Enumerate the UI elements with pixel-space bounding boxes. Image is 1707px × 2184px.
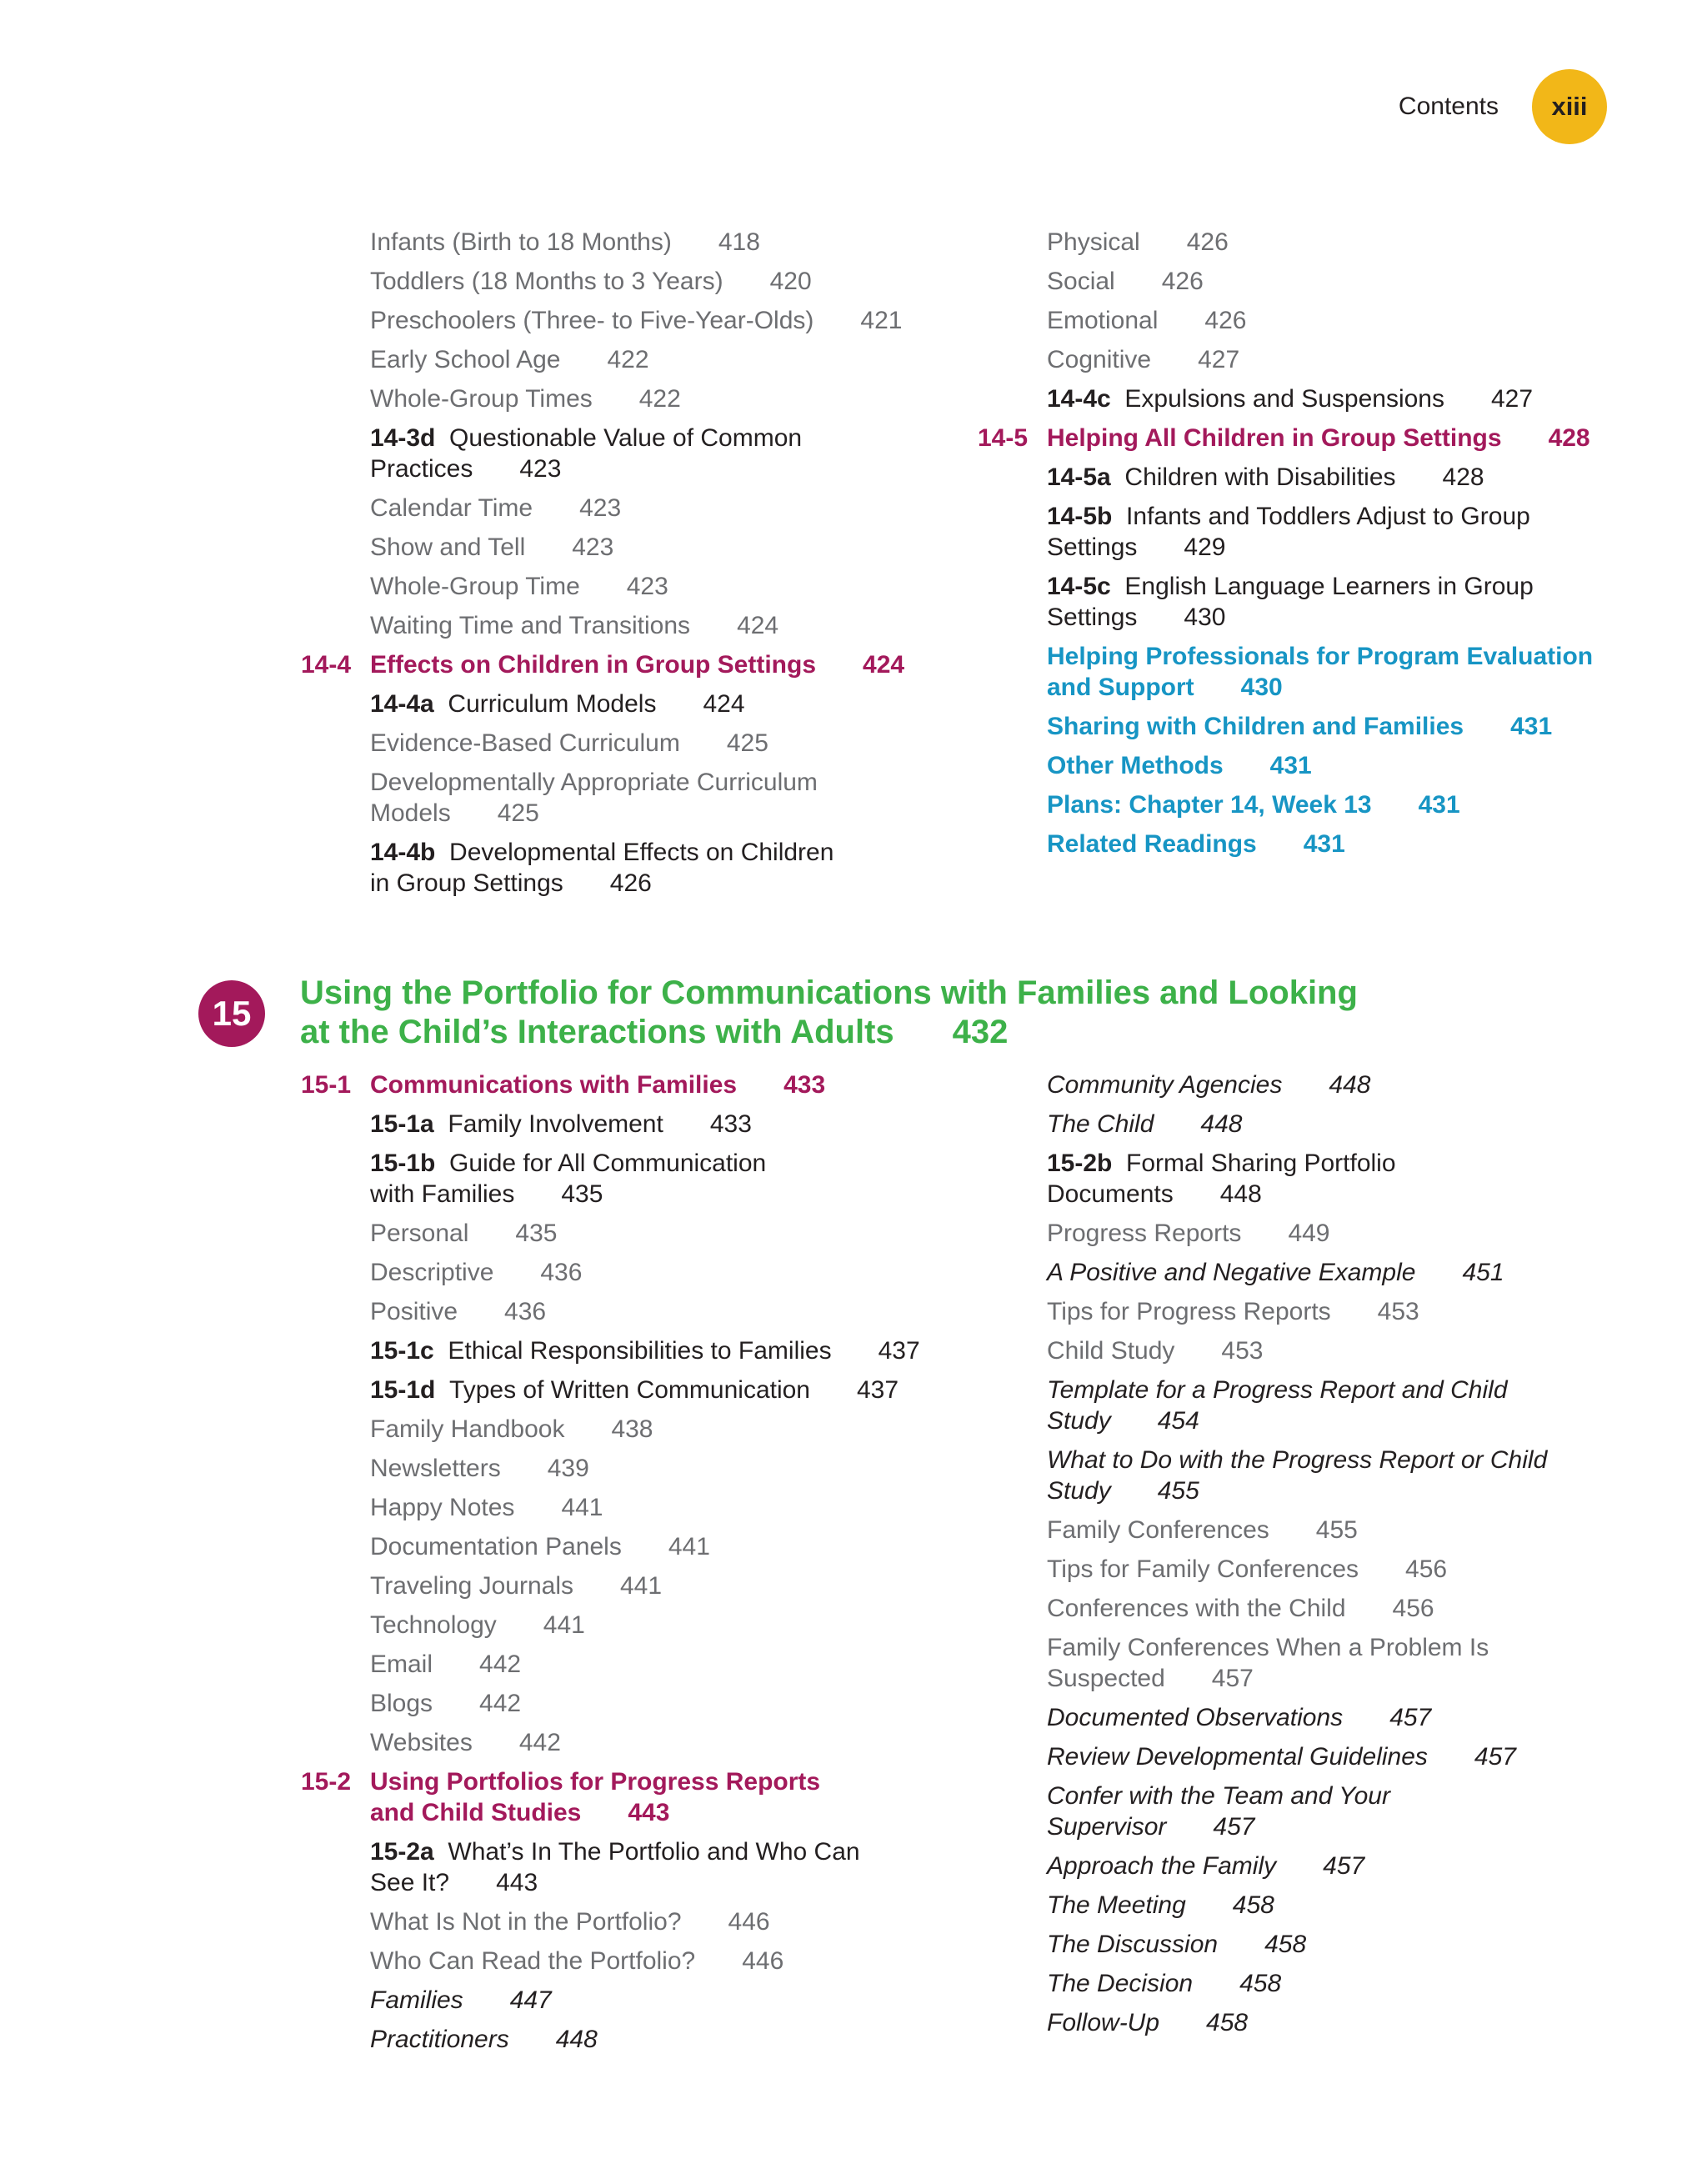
toc-entry[interactable] — [370, 610, 954, 641]
toc-entry[interactable] — [1047, 1148, 1630, 1210]
toc-entry[interactable] — [1047, 1257, 1630, 1288]
toc-entry[interactable] — [1047, 344, 1630, 375]
toc-entry[interactable] — [370, 266, 954, 297]
subsection-number: 14-4c — [1047, 385, 1111, 413]
entry-title: Newsletters — [370, 1455, 501, 1482]
entry-title: Email — [370, 1651, 433, 1678]
toc-entry[interactable] — [1047, 266, 1630, 297]
entry-title-continued: and Support — [1047, 674, 1194, 701]
entry-title: Community Agencies — [1047, 1071, 1283, 1099]
toc-entry[interactable] — [370, 1688, 954, 1719]
entry-title: Effects on Children in Group Settings — [370, 651, 817, 679]
entry-title: Progress Reports — [1047, 1220, 1242, 1247]
entry-title: Template for a Progress Report and Child — [1047, 1376, 1508, 1404]
toc-entry[interactable] — [1047, 1741, 1630, 1772]
entry-page: 441 — [561, 1494, 603, 1521]
toc-entry[interactable] — [370, 493, 954, 523]
entry-page: 422 — [638, 385, 681, 413]
entry-title: Cognitive — [1047, 346, 1152, 373]
entry-page: 421 — [860, 307, 903, 334]
entry-title: Blogs — [370, 1690, 433, 1717]
toc-entry[interactable] — [1047, 1445, 1630, 1506]
running-header-title: Contents — [1398, 93, 1499, 120]
entry-title: Social — [1047, 268, 1115, 295]
entry-page: 423 — [572, 533, 614, 561]
subsection-number: 14-5c — [1047, 573, 1111, 600]
entry-title: Sharing with Children and Families — [1047, 713, 1464, 740]
entry-page: 458 — [1206, 2009, 1249, 2036]
entry-page: 430 — [1240, 674, 1283, 701]
entry-page: 443 — [496, 1869, 538, 1896]
entry-title: Conferences with the Child — [1047, 1595, 1346, 1622]
toc-entry[interactable] — [1047, 1335, 1630, 1366]
entry-title-continued: Suspected — [1047, 1665, 1165, 1692]
entry-title: Evidence-Based Curriculum — [370, 729, 680, 757]
entry-page: 429 — [1184, 533, 1226, 561]
subsection-number: 15-1d — [370, 1376, 436, 1404]
toc-entry[interactable] — [370, 1610, 954, 1641]
entry-title: The Discussion — [1047, 1931, 1219, 1958]
entry-page: 448 — [1219, 1180, 1262, 1208]
toc-entry[interactable] — [370, 383, 954, 414]
entry-page: 453 — [1377, 1298, 1419, 1325]
entry-title: Whole-Group Time — [370, 573, 580, 600]
entry-title: Emotional — [1047, 307, 1159, 334]
entry-title: Formal Sharing Portfolio — [1126, 1150, 1396, 1177]
entry-page: 427 — [1491, 385, 1534, 413]
toc-entry[interactable] — [1047, 1593, 1630, 1624]
entry-title: Infants and Toddlers Adjust to Group — [1126, 503, 1530, 530]
entry-page: 457 — [1474, 1743, 1516, 1771]
section-number: 15-2 — [301, 1768, 352, 1796]
entry-title-continued: Settings — [1047, 533, 1138, 561]
toc-entry[interactable] — [370, 423, 954, 484]
entry-page: 456 — [1405, 1555, 1448, 1583]
toc-entry[interactable] — [370, 1727, 954, 1758]
entry-title: What to Do with the Progress Report or Child — [1047, 1446, 1548, 1474]
entry-page: 443 — [628, 1799, 670, 1826]
entry-title: Calendar Time — [370, 494, 533, 522]
toc-entry[interactable] — [1047, 462, 1630, 493]
toc-entry[interactable] — [1047, 1296, 1630, 1327]
entry-page: 451 — [1462, 1259, 1504, 1286]
entry-title: Personal — [370, 1220, 469, 1247]
toc-entry[interactable] — [370, 1946, 954, 1976]
entry-title: Infants (Birth to 18 Months) — [370, 228, 672, 256]
entry-page: 455 — [1315, 1516, 1358, 1544]
entry-title: Plans: Chapter 14, Week 13 — [1047, 791, 1372, 819]
entry-title: Tips for Family Conferences — [1047, 1555, 1359, 1583]
entry-title: Child Study — [1047, 1337, 1175, 1365]
entry-page: 435 — [515, 1220, 558, 1247]
toc-entry[interactable] — [370, 689, 954, 719]
toc-entry[interactable] — [1047, 1375, 1630, 1436]
entry-title-continued: and Child Studies — [370, 1799, 582, 1826]
entry-title: Helping All Children in Group Settings — [1047, 424, 1502, 452]
entry-page: 428 — [1548, 424, 1590, 452]
toc-entry[interactable] — [1047, 750, 1630, 781]
entry-page: 431 — [1418, 791, 1460, 819]
entry-title-continued: Models — [370, 799, 451, 827]
entry-title: Developmental Effects on Children — [449, 839, 834, 866]
section-number: 15-1 — [301, 1071, 352, 1099]
entry-page: 420 — [769, 268, 812, 295]
entry-title: Descriptive — [370, 1259, 494, 1286]
entry-title: Waiting Time and Transitions — [370, 612, 691, 639]
entry-title: Follow-Up — [1047, 2009, 1160, 2036]
entry-page: 448 — [1329, 1071, 1371, 1099]
entry-page: 448 — [1200, 1110, 1243, 1138]
entry-page: 424 — [703, 690, 745, 718]
entry-page: 426 — [1204, 307, 1247, 334]
entry-title: Expulsions and Suspensions — [1124, 385, 1444, 413]
subsection-number: 15-1b — [370, 1150, 436, 1177]
entry-title-continued: Practices — [370, 455, 473, 483]
subsection-number: 14-4a — [370, 690, 434, 718]
entry-title: Ethical Responsibilities to Families — [448, 1337, 832, 1365]
toc-entry[interactable] — [301, 1069, 954, 1100]
entry-title: English Language Learners in Group — [1124, 573, 1534, 600]
entry-page: 448 — [555, 2026, 598, 2053]
entry-page: 427 — [1198, 346, 1240, 373]
entry-title: Early School Age — [370, 346, 561, 373]
entry-page: 426 — [1186, 228, 1229, 256]
toc-entry[interactable] — [301, 649, 954, 680]
subsection-number: 15-2a — [370, 1838, 434, 1866]
toc-entry[interactable] — [1047, 305, 1630, 336]
entry-page: 431 — [1510, 713, 1553, 740]
entry-page: 458 — [1232, 1891, 1274, 1919]
toc-entry[interactable] — [370, 2024, 954, 2055]
entry-page: 457 — [1323, 1852, 1365, 1880]
toc-entry[interactable] — [1047, 1632, 1630, 1694]
entry-title: Questionable Value of Common — [449, 424, 803, 452]
entry-title: Who Can Read the Portfolio? — [370, 1947, 696, 1975]
entry-page: 435 — [561, 1180, 603, 1208]
section-number: 14-4 — [301, 651, 352, 679]
entry-page: 446 — [742, 1947, 784, 1975]
entry-title: Family Conferences — [1047, 1516, 1269, 1544]
toc-column-top-right — [978, 227, 1630, 868]
toc-entry[interactable] — [1047, 789, 1630, 820]
entry-title: Practitioners — [370, 2026, 509, 2053]
toc-entry[interactable] — [1047, 2007, 1630, 2038]
toc-entry[interactable] — [370, 1414, 954, 1445]
toc-entry[interactable] — [1047, 1515, 1630, 1545]
entry-title: Family Involvement — [448, 1110, 663, 1138]
entry-title: Family Handbook — [370, 1415, 565, 1443]
entry-title: Families — [370, 1986, 463, 2014]
entry-page: 442 — [518, 1729, 561, 1756]
entry-title-continued: Documents — [1047, 1180, 1174, 1208]
toc-entry[interactable] — [1047, 829, 1630, 859]
entry-title: Guide for All Communication — [449, 1150, 767, 1177]
toc-entry[interactable] — [370, 571, 954, 602]
entry-title-continued: in Group Settings — [370, 869, 563, 897]
entry-page: 441 — [620, 1572, 663, 1600]
toc-entry[interactable] — [370, 1375, 954, 1405]
entry-page: 423 — [626, 573, 668, 600]
entry-title-continued: with Families — [370, 1180, 515, 1208]
entry-page: 439 — [547, 1455, 589, 1482]
subsection-number: 15-1a — [370, 1110, 434, 1138]
entry-page: 428 — [1442, 463, 1484, 491]
toc-entry[interactable] — [370, 1836, 954, 1898]
entry-title: Positive — [370, 1298, 458, 1325]
toc-entry[interactable] — [1047, 1781, 1630, 1842]
toc-entry[interactable] — [370, 1531, 954, 1562]
entry-title: Curriculum Models — [448, 690, 657, 718]
toc-entry[interactable] — [370, 1257, 954, 1288]
toc-column-bottom-right — [1047, 1069, 1630, 2046]
entry-title: Technology — [370, 1611, 497, 1639]
toc-entry[interactable] — [370, 1570, 954, 1601]
entry-page: 457 — [1389, 1704, 1432, 1731]
entry-page: 433 — [709, 1110, 752, 1138]
entry-title: The Decision — [1047, 1970, 1194, 1997]
entry-page: 457 — [1211, 1665, 1254, 1692]
toc-entry[interactable] — [1047, 227, 1630, 258]
entry-title: Show and Tell — [370, 533, 526, 561]
entry-page: 436 — [504, 1298, 547, 1325]
entry-title: Whole-Group Times — [370, 385, 593, 413]
entry-title: Traveling Journals — [370, 1572, 573, 1600]
toc-entry[interactable] — [1047, 641, 1630, 703]
chapter-title[interactable]: Using the Portfolio for Communications with Families and Looking at the Child’s Interactions with Adults 432 — [300, 974, 1358, 1050]
entry-page: 447 — [509, 1986, 552, 2014]
toc-entry[interactable] — [978, 423, 1630, 453]
chapter-page: 432 — [952, 1014, 1009, 1050]
entry-title: What Is Not in the Portfolio? — [370, 1908, 682, 1936]
entry-title-continued: Study — [1047, 1477, 1111, 1505]
entry-page: 431 — [1303, 830, 1345, 858]
entry-page: 426 — [1161, 268, 1204, 295]
entry-title: Communications with Families — [370, 1071, 738, 1099]
entry-page: 442 — [479, 1651, 522, 1678]
toc-entry[interactable] — [1047, 1109, 1630, 1140]
toc-entry[interactable] — [1047, 1069, 1630, 1100]
entry-page: 446 — [728, 1908, 770, 1936]
entry-title-continued: See It? — [370, 1869, 450, 1896]
entry-title: Types of Written Communication — [449, 1376, 810, 1404]
entry-title-continued: Supervisor — [1047, 1813, 1167, 1841]
section-number: 14-5 — [978, 424, 1029, 452]
entry-page: 436 — [540, 1259, 583, 1286]
entry-title-continued: Settings — [1047, 604, 1138, 631]
toc-entry[interactable] — [1047, 1851, 1630, 1881]
toc-entry[interactable] — [370, 532, 954, 563]
entry-page: 449 — [1288, 1220, 1330, 1247]
entry-title: The Meeting — [1047, 1891, 1186, 1919]
entry-page: 425 — [497, 799, 539, 827]
toc-entry[interactable] — [370, 1148, 954, 1210]
toc-entry[interactable] — [1047, 1968, 1630, 1999]
toc-entry[interactable] — [1047, 1702, 1630, 1733]
toc-entry[interactable] — [370, 1649, 954, 1680]
toc-entry[interactable] — [1047, 1554, 1630, 1585]
entry-title: Physical — [1047, 228, 1140, 256]
toc-entry[interactable] — [1047, 1218, 1630, 1249]
toc-entry[interactable] — [370, 1492, 954, 1523]
toc-entry[interactable] — [1047, 1929, 1630, 1960]
entry-title: Children with Disabilities — [1124, 463, 1396, 491]
toc-entry[interactable] — [370, 1296, 954, 1327]
toc-entry[interactable] — [1047, 1890, 1630, 1921]
toc-entry[interactable] — [301, 1766, 954, 1828]
subsection-number: 14-5b — [1047, 503, 1113, 530]
entry-title: Documentation Panels — [370, 1533, 622, 1560]
entry-title: Helping Professionals for Program Evaluation — [1047, 643, 1594, 670]
entry-page: 456 — [1392, 1595, 1434, 1622]
subsection-number: 14-4b — [370, 839, 436, 866]
toc-entry[interactable] — [370, 227, 954, 258]
entry-title: What’s In The Portfolio and Who Can — [448, 1838, 860, 1866]
entry-page: 430 — [1184, 604, 1226, 631]
entry-title: Toddlers (18 Months to 3 Years) — [370, 268, 723, 295]
toc-entry[interactable] — [370, 1906, 954, 1937]
subsection-number: 14-5a — [1047, 463, 1111, 491]
entry-page: 441 — [543, 1611, 585, 1639]
toc-entry[interactable] — [1047, 383, 1630, 414]
toc-entry[interactable] — [370, 305, 954, 336]
entry-page: 423 — [519, 455, 562, 483]
toc-entry[interactable] — [370, 728, 954, 759]
entry-title: Websites — [370, 1729, 473, 1756]
toc-entry[interactable] — [1047, 711, 1630, 742]
toc-column-top-left — [301, 227, 954, 907]
toc-entry[interactable] — [1047, 571, 1630, 633]
entry-page: 442 — [479, 1690, 522, 1717]
toc-entry[interactable] — [370, 344, 954, 375]
entry-page: 422 — [607, 346, 649, 373]
toc-entry[interactable] — [370, 767, 954, 829]
page-header — [1399, 69, 1607, 144]
entry-title: Family Conferences When a Problem Is — [1047, 1634, 1489, 1661]
entry-title: Tips for Progress Reports — [1047, 1298, 1331, 1325]
toc-entry[interactable] — [370, 1109, 954, 1140]
toc-entry[interactable] — [370, 1335, 954, 1366]
entry-page: 423 — [579, 494, 622, 522]
entry-page: 438 — [611, 1415, 653, 1443]
entry-title: Preschoolers (Three- to Five-Year-Olds) — [370, 307, 814, 334]
entry-page: 418 — [718, 228, 760, 256]
entry-page: 424 — [737, 612, 779, 639]
entry-title: Documented Observations — [1047, 1704, 1344, 1731]
toc-entry[interactable] — [370, 1985, 954, 2016]
toc-entry[interactable] — [370, 1453, 954, 1484]
entry-page: 437 — [857, 1376, 899, 1404]
toc-column-bottom-left — [301, 1069, 954, 2063]
entry-page: 457 — [1213, 1813, 1255, 1841]
entry-page: 455 — [1157, 1477, 1199, 1505]
toc-entry[interactable] — [1047, 501, 1630, 563]
entry-page: 453 — [1221, 1337, 1264, 1365]
entry-title: Developmentally Appropriate Curriculum — [370, 769, 818, 796]
entry-title: Related Readings — [1047, 830, 1257, 858]
entry-title: Confer with the Team and Your — [1047, 1782, 1390, 1810]
entry-title: Review Developmental Guidelines — [1047, 1743, 1428, 1771]
entry-page: 441 — [668, 1533, 710, 1560]
entry-title: The Child — [1047, 1110, 1154, 1138]
entry-page: 454 — [1157, 1407, 1199, 1435]
subsection-number: 14-3d — [370, 424, 436, 452]
subsection-number: 15-2b — [1047, 1150, 1113, 1177]
entry-title: A Positive and Negative Example — [1047, 1259, 1416, 1286]
subsection-number: 15-1c — [370, 1337, 434, 1365]
toc-entry[interactable] — [370, 1218, 954, 1249]
entry-title: Other Methods — [1047, 752, 1224, 779]
page-number-badge: xiii — [1532, 69, 1607, 144]
entry-page: 424 — [863, 651, 905, 679]
toc-entry[interactable] — [370, 837, 954, 899]
entry-page: 458 — [1264, 1931, 1307, 1958]
chapter-number-badge: 15 — [198, 980, 265, 1047]
entry-title: Approach the Family — [1047, 1852, 1277, 1880]
entry-page: 431 — [1269, 752, 1312, 779]
chapter-heading[interactable] — [212, 974, 1467, 1052]
entry-title-continued: Study — [1047, 1407, 1111, 1435]
entry-title: Happy Notes — [370, 1494, 515, 1521]
entry-page: 433 — [783, 1071, 826, 1099]
entry-title: Using Portfolios for Progress Reports — [370, 1768, 821, 1796]
entry-page: 458 — [1239, 1970, 1282, 1997]
entry-page: 437 — [878, 1337, 920, 1365]
entry-page: 426 — [609, 869, 652, 897]
entry-page: 425 — [726, 729, 768, 757]
